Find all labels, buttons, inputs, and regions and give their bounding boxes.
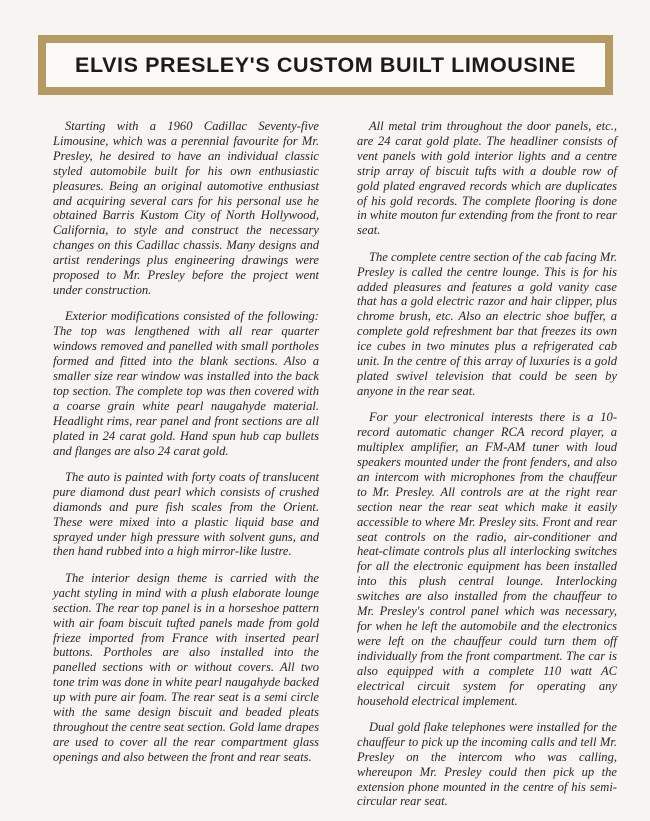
paragraph: The auto is painted with forty coats of translucent pure diamond dust pearl which consists of crushed diamonds and pure fish scales from the Orient. These were mixed into a plastic liquid base and sprayed under high pressure with solvent guns, and then hand rubbed into a high mirror-like lustre. xyxy=(53,469,319,559)
paragraph: The interior design theme is carried with the yacht styling in mind with a plush elaborate lounge section. The rear top panel is in a horseshoe pattern with air foam biscuit tufted panels made from gold frieze imported from France with inserted pearl buttons. Portholes are also installed into the panelled sections with or without covers. All two tone trim was done in white pearl naugahyde backed up with pure air foam. The rear seat is a semi circle with the same design biscuit and beaded pleats throughout the centre seat section. Gold lame drapes are used to cover all the rear compartment glass openings and also between the front and rear seats. xyxy=(53,570,319,764)
page-title: ELVIS PRESLEY'S CUSTOM BUILT LIMOUSINE xyxy=(75,52,576,77)
paragraph: Starting with a 1960 Cadillac Seventy-five Limousine, which was a perennial favourite for Mr. Presley, he desired to have an individual classic styled automobile built for his own enthusiastic pleasures. Being an original automotive enthusiast and acquiring several cars for his personal use he obtained Barris Kustom City of North Hollywood, California, to style and construct the necessary changes on this Cadillac chassis. Many designs and artist renderings plus engineering drawings were proposed to Mr. Presley before the project went under construction. xyxy=(53,119,319,297)
title-frame xyxy=(38,35,613,95)
paragraph: Exterior modifications consisted of the following: The top was lengthened with all rear quarter windows removed and panelled with small portholes formed and fitted into the blank sections. Also a smaller size rear window was installed into the back top section. The complete top was then covered with a coarse grain white pearl naugahyde material. Headlight rims, rear panel and front sections are all plated in 24 carat gold. Hand spun hub cap bullets and flanges are also 24 carat gold. xyxy=(53,309,319,458)
right-column xyxy=(357,119,617,821)
paragraph: For your electronical interests there is a 10-record automatic changer RCA record player, a multiplex amplifier, an FM-AM tuner with loud speakers mounted under the front fenders, and also an intercom with microphones from the chauffeur to Mr. Presley. All controls are at the right rear section near the rear seat which make it easily accessible to where Mr. Presley sits. Front and rear seat controls on the radio, air-conditioner and heat-climate controls plus all interlocking switches for all the electronic equipment has been installed into this plush central lounge. Interlocking switches are also installed from the chauffeur to Mr. Presley's control panel which was necessary, for when he left the automobile and the electronics were left on the chauffeur could turn them off individually from the front compartment. The car is also equipped with a complete 110 watt AC electrical circuit system for operating any household electrical implement. xyxy=(357,410,617,708)
paragraph: Dual gold flake telephones were installed for the chauffeur to pick up the incoming calls and tell Mr. Presley on the intercom who was calling, whereupon Mr. Presley could then pick up the extension phone mounted in the centre of his semi-circular rear seat. xyxy=(357,719,617,809)
paragraph: All metal trim throughout the door panels, etc., are 24 carat gold plate. The headliner consists of vent panels with gold interior lights and a centre strip array of biscuit tufts with a double row of gold plated engraved records which are duplicates of his gold records. The complete flooring is done in white mouton fur extending from the front to rear seat. xyxy=(357,119,617,238)
paragraph: The complete centre section of the cab facing Mr. Presley is called the centre lounge. This is for his added pleasures and features a gold vanity case that has a gold electric razor and hair clipper, plus chrome brush, etc. Also an electric shoe buffer, a complete gold refreshment bar that freezes its own ice cubes in two minutes plus a refrigerated cab unit. In the centre of this array of luxuries is a gold plated swivel television that could be seen by anyone in the rear seat. xyxy=(357,249,617,398)
left-column xyxy=(53,119,319,776)
